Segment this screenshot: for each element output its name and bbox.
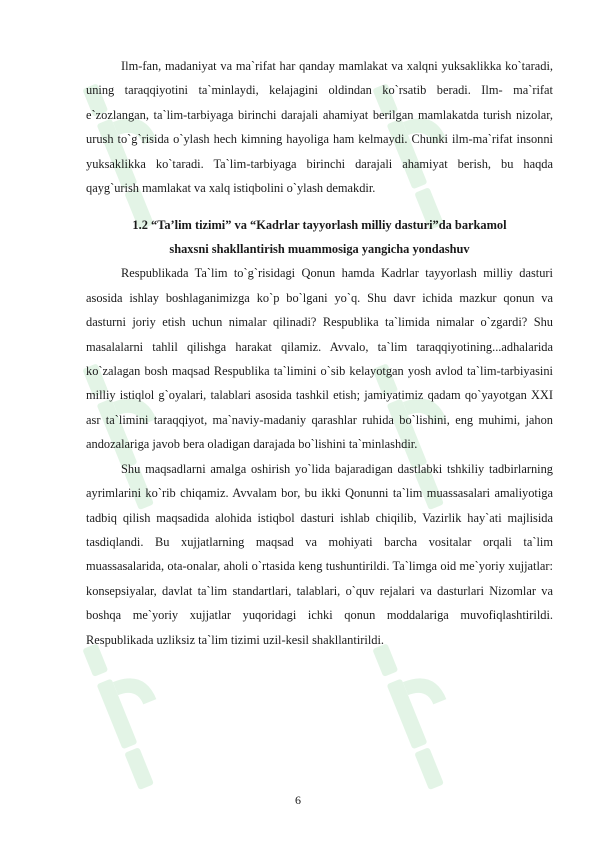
body-paragraph-2: Shu maqsadlarni amalga oshirish yo`lida bajaradigan dastlabki tshkiliy tadbirlarning ayrimlarini ko`rib chiqamiz. Avvalam bor, bu ikki Qonunni ta`lim muassasalari amaliyotiga tadbiq qilish maqsadida alohida istiqbol dasturi ishlab chiqilib, Vazirlik hay`ati majlisida tasdiqlandi. Bu xujjatlarning maqsad va mohiyati barcha vositalar orqali ta`lim muassasalarida, ota-onalar, aholi o`rtasida keng tushuntirildi. Ta`limga oid me`yoriy xujjatlar: konsepsiyalar, davlat ta`lim standartlari, talablari, o`quv rejalari va dasturlari Nizomlar va boshqa me`yoriy xujjatlar yuqoridagi ichki qonun moddalariga muvofiqlashtirildi. Respublikada uzliksiz ta`lim tizimi uzil-kesil shakllantirildi. (86, 461, 553, 647)
watermark-logo-icon (370, 630, 460, 800)
document-body (86, 54, 553, 652)
page-number: 6 (295, 793, 301, 807)
section-heading (86, 213, 553, 261)
watermark-logo-icon (80, 630, 170, 800)
section-heading-line-2: shaxsni shakllantirish muammosiga yangicha yondashuv (169, 242, 470, 257)
section-heading-line-1: 1.2 “Ta’lim tizimi” va “Kadrlar tayyorlash milliy dasturi”da barkamol (132, 218, 507, 233)
intro-paragraph: Ilm-fan, madaniyat va ma`rifat har qanday mamlakat va xalqni yuksaklikka ko`taradi, uning taraqqiyotini ta`minlaydi, kelajagini oldindan ko`rsatib beradi. Ilm- ma`rifat e`zozlangan, ta`lim-tarbiyaga birinchi darajali ahamiyat berilgan mamlakatda turish nizolar, urush to`g`risida o`ylash hech kimning hayoliga ham kelmaydi. Chunki ilm-ma`rifat insonni yuksaklikka ko`taradi. Ta`lim-tarbiyaga birinchi darajali ahamiyat berish, bu haqda qayg`urish mamlakat va xalq istiqbolini o`ylash demakdir. (86, 59, 553, 196)
body-paragraph-1: Respublikada Ta`lim to`g`risidagi Qonun hamda Kadrlar tayyorlash milliy dasturi asosida ishlay boshlaganimizga ko`p bo`lgani yo`q. Shu davr ichida mazkur qonun va dasturni joriy etish uchun nimalar qilinadi? Respublika ta`limida nimalar o`zgardi? Shu masalalarni tahlil qilishga harakat qilamiz. Avvalo, ta`lim taraqqiyotining...adhalarida ko`zalagan bosh maqsad Respublika ta`limini o`sib kelayotgan yosh avlod ta`lim-tarbiyasini milliy istiqlol g`oyalari, talablari asosida tashkil etish; jamiyatimiz qadam qo`yayotgan XXI asr ta`limini taraqqiyot, ma`naviy-madaniy qarashlar ruhida bo`lishini, eng muhimi, jahon andozalariga javob bera oladigan darajada bo`lishini ta`minlashdir. (86, 266, 553, 452)
